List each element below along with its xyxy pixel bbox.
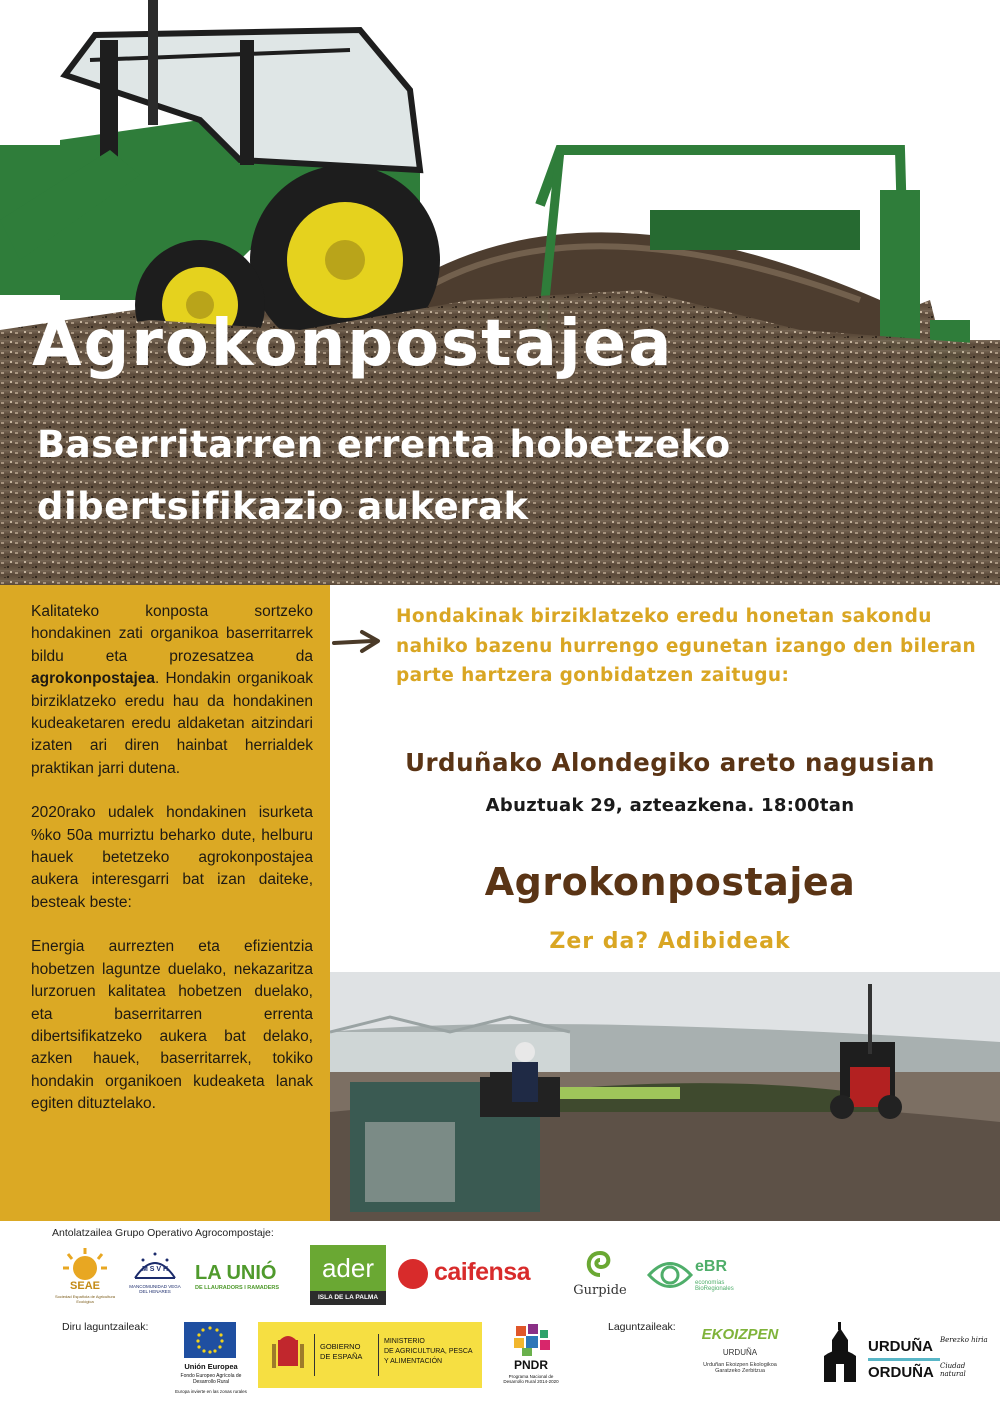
eu-slogan: Europa invierte en las zonas rurales xyxy=(175,1389,247,1394)
gurpide-text: Gurpide xyxy=(573,1283,627,1298)
la-unio-subtext: DE LLAURADORS I RAMADERS xyxy=(195,1285,280,1291)
main-title: Agrokonpostajea xyxy=(32,307,674,381)
agrokonpostajea-keyword: agrokonpostajea xyxy=(31,670,156,688)
ministerio-text-1: MINISTERIO xyxy=(384,1338,425,1345)
paragraph-definition-end: . Hondakin organikoak birziklatzeko eredu hau da hondakinen kudeaketaren eredu aldaketan aitzindari izaten ari diren hainbat herrialdek praktikan jarri dutena. xyxy=(31,670,313,777)
urduna-text: URDUÑA xyxy=(868,1338,933,1355)
main-subtitle: Baserritarren errenta hobetzeko dibertsifikazio aukerak xyxy=(37,423,731,528)
compost-field-photo xyxy=(330,972,1000,1221)
ekoizpen-logo xyxy=(690,1326,790,1406)
event-date: Abuztuak 29, azteazkena. 18:00tan xyxy=(485,795,855,816)
event-venue: Urduñako Alondegiko areto nagusian xyxy=(405,748,935,777)
pndr-subtext: Programa Nacional de Desarrollo Rural 2014-2020 xyxy=(503,1374,559,1384)
hero-banner xyxy=(0,0,1000,585)
gobierno-text-2: DE ESPAÑA xyxy=(320,1352,363,1361)
ministerio-divider xyxy=(378,1334,379,1376)
orduna-text: ORDUÑA xyxy=(868,1364,934,1381)
paragraph-2020-goal: 2020rako udalek hondakinen isurketa %ko 50a murriztu beharko dute, helburu hauek betetzeko agrokonpostajea aukera interesgarri bat izan daiteke, besteak beste: xyxy=(31,804,313,911)
seae-logo xyxy=(50,1248,120,1308)
paragraph-benefits: Energia aurrezten eta efizientzia hobetzen laguntze duelako, nekazaritza lurzoruen kalitatea hobetzen duelako, eta baserritarren errenta dibertsifikatzeko aukera bat delako, azken hauek, baserritarrek, tokiko hondakin organikoen kudeaketa lanak egiten dituztelako. xyxy=(31,938,313,1113)
gurpide-logo xyxy=(565,1245,635,1305)
eu-subtext: Fondo Europeo Agrícola de Desarrollo Rural xyxy=(180,1373,242,1385)
caifensa-text: caifensa xyxy=(434,1258,531,1286)
spain-coat-of-arms-icon xyxy=(268,1332,308,1378)
la-unio-text: LA UNIÓ xyxy=(195,1262,277,1284)
orduna-slogan: Ciudad natural xyxy=(940,1362,966,1378)
ebr-logo xyxy=(645,1250,755,1300)
eu-text: Unión Europea xyxy=(184,1362,238,1371)
seae-subtext: Sociedad Española de Agricultura Ecológica xyxy=(54,1294,116,1304)
ader-logo xyxy=(310,1245,386,1305)
ebr-text: eBR xyxy=(695,1258,728,1275)
urduna-divider xyxy=(868,1358,940,1361)
ader-subtext: ISLA DE LA PALMA xyxy=(310,1291,386,1305)
mvh-text: M S V H xyxy=(141,1266,169,1273)
caifensa-logo xyxy=(398,1256,558,1292)
ministerio-text-2: DE AGRICULTURA, PESCA xyxy=(384,1348,473,1355)
ekoizpen-subtext: URDUÑA xyxy=(722,1348,758,1357)
gobierno-divider xyxy=(314,1334,315,1376)
left-info-text xyxy=(31,601,313,1138)
gurpide-swirl-icon xyxy=(565,1245,635,1281)
eu-flag-icon xyxy=(184,1322,236,1358)
paragraph-definition xyxy=(31,601,313,780)
eu-logo xyxy=(175,1322,247,1402)
event-topic: Agrokonpostajea xyxy=(484,860,856,904)
urduna-orduna-logo xyxy=(818,1322,988,1402)
invitation-text: Hondakinak birziklatzeko eredu honetan sakondu nahiko bazenu hurrengo egunetan izango den bileran parte hartzera gonbidatzen zaitugu: xyxy=(396,606,977,686)
ebr-eye-icon xyxy=(645,1250,695,1300)
la-unio-logo xyxy=(195,1262,295,1302)
ekoizpen-text: EKOIZPEN xyxy=(701,1326,779,1343)
gobierno-espana-logo xyxy=(258,1322,482,1388)
organizer-label: Antolatzailea Grupo Operativo Agrocompostaje: xyxy=(52,1227,274,1239)
urduna-slogan: Berezko hiria xyxy=(940,1336,988,1344)
ekoizpen-description: Urduñan Ekoizpen Ekologikoa Garatzeko Zerbitzua xyxy=(703,1362,777,1374)
ader-text: ader xyxy=(321,1253,375,1283)
caifensa-mark-icon xyxy=(398,1259,428,1289)
mvh-subtext: MANCOMUNIDAD VEGA DEL HENARES xyxy=(129,1284,181,1294)
arrow-right-icon xyxy=(332,628,388,656)
pndr-logo xyxy=(500,1322,562,1402)
ministerio-text-3: Y ALIMENTACIÓN xyxy=(384,1358,443,1365)
ebr-subtext: economías BioRegionales xyxy=(695,1280,734,1292)
funders-label: Diru laguntzaileak: xyxy=(62,1321,149,1333)
pndr-text: PNDR xyxy=(513,1358,548,1372)
urduna-tower-icon xyxy=(818,1322,862,1386)
seae-text: SEAE xyxy=(70,1280,100,1292)
event-topic-subtitle: Zer da? Adibideak xyxy=(549,929,791,954)
pndr-mosaic-icon xyxy=(500,1322,562,1358)
gobierno-text-1: GOBIERNO xyxy=(320,1342,361,1351)
collaborators-label: Laguntzaileak: xyxy=(608,1321,676,1333)
paragraph-definition-start: Kalitateko konposta sortzeko hondakinen zati organikoa baserritarrek bildu eta prozesatzea da xyxy=(31,603,313,665)
mvh-logo xyxy=(125,1250,185,1305)
